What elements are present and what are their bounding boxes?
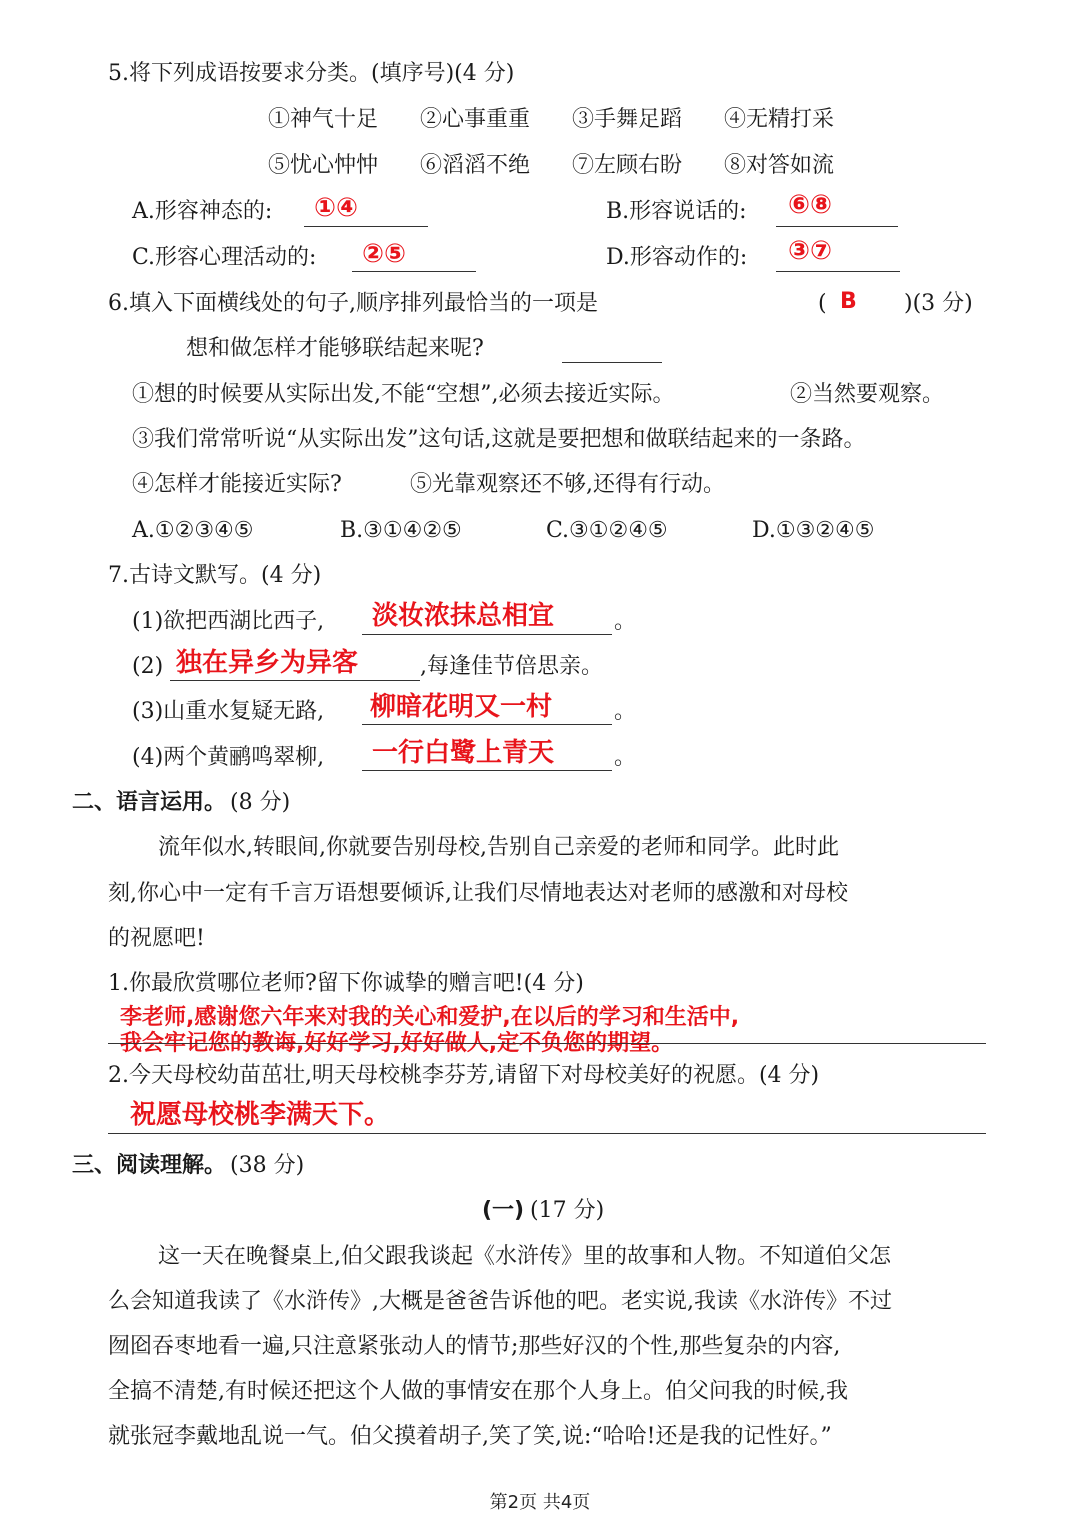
idiom-5: ⑤忧心忡忡	[268, 153, 379, 178]
section2-heading: 二、语言运用。	[72, 790, 227, 815]
section2-q2: 2.今天母校幼苗茁壮,明天母校桃李芬芳,请留下对母校美好的祝愿。(4 分)	[108, 1063, 820, 1088]
section2-q1-answer-line1: 李老师,感谢您六年来对我的关心和爱护,在以后的学习和生活中,	[120, 1005, 740, 1030]
section2-q2-answer: 祝愿母校桃李满天下。	[130, 1100, 391, 1130]
idiom-6: ⑥滔滔不绝	[420, 153, 531, 178]
q7-line3-prefix: (3)山重水复疑无路,	[132, 699, 325, 724]
q6-blank[interactable]	[562, 362, 662, 363]
section3-sub-heading: (一)	[482, 1198, 525, 1223]
q7-line3-blank[interactable]	[362, 724, 612, 725]
q5-c-answer: ②⑤	[362, 239, 407, 269]
section2-score: (8 分)	[230, 790, 291, 815]
q6-answer: B	[840, 289, 857, 314]
reading-line4: 全搞不清楚,有时候还把这个人做的事情安在那个人身上。伯父问我的时候,我	[108, 1379, 848, 1404]
q7-line4-blank[interactable]	[362, 770, 612, 771]
section2-q1-blank[interactable]	[108, 1043, 986, 1044]
q7-line2-suffix: ,每逢佳节倍思亲。	[420, 654, 603, 679]
q6-sentence-5: ⑤光靠观察还不够,还得有行动。	[410, 472, 725, 497]
q6-sentence-2: ②当然要观察。	[790, 382, 945, 407]
q7-line1-blank[interactable]	[362, 634, 612, 635]
q5-d-label: D.形容动作的:	[606, 245, 748, 270]
q5-c-blank[interactable]	[352, 271, 476, 272]
q6-sentence-1: ①想的时候要从实际出发,不能“空想”,必须去接近实际。	[132, 382, 675, 407]
section2-q2-blank[interactable]	[108, 1133, 986, 1134]
q7-line3-end: 。	[614, 699, 637, 724]
q5-d-answer: ③⑦	[788, 236, 833, 266]
section2-paragraph-line2: 刻,你心中一定有千言万语想要倾诉,让我们尽情地表达对老师的感激和对母校	[108, 881, 848, 906]
q6-option-c[interactable]: C.③①②④⑤	[546, 518, 668, 543]
page-footer: 第2页 共4页	[489, 1492, 591, 1513]
reading-line1: 这一天在晚餐桌上,伯父跟我谈起《水浒传》里的故事和人物。不知道伯父怎	[158, 1244, 891, 1269]
section3-score: (38 分)	[230, 1153, 305, 1178]
idiom-1: ①神气十足	[268, 107, 379, 132]
q6-paren-open: (	[818, 291, 827, 316]
q6-title: 6.填入下面横线处的句子,顺序排列最恰当的一项是	[108, 291, 598, 316]
q5-title: 5.将下列成语按要求分类。(填序号)(4 分)	[108, 61, 515, 86]
q6-sentence-4: ④怎样才能接近实际?	[132, 472, 342, 497]
idiom-8: ⑧对答如流	[724, 153, 835, 178]
q7-line4-answer: 一行白鹭上青天	[372, 738, 555, 768]
idiom-7: ⑦左顾右盼	[572, 153, 683, 178]
reading-line2: 么会知道我读了《水浒传》,大概是爸爸告诉他的吧。老实说,我读《水浒传》不过	[108, 1289, 892, 1314]
q5-c-label: C.形容心理活动的:	[132, 245, 317, 270]
q5-a-blank[interactable]	[304, 226, 428, 227]
q7-line1-end: 。	[614, 609, 637, 634]
q7-line4-prefix: (4)两个黄鹂鸣翠柳,	[132, 745, 325, 770]
q6-question: 想和做怎样才能够联结起来呢?	[186, 336, 484, 361]
q6-sentence-3: ③我们常常听说“从实际出发”这句话,这就是要把想和做联结起来的一条路。	[132, 427, 866, 452]
q6-paren-close: )(3 分)	[904, 291, 973, 316]
q5-b-answer: ⑥⑧	[788, 190, 833, 220]
section2-paragraph-line3: 的祝愿吧!	[108, 926, 205, 951]
q6-option-b[interactable]: B.③①④②⑤	[340, 518, 462, 543]
section3-heading: 三、阅读理解。	[72, 1153, 227, 1178]
q5-a-label: A.形容神态的:	[132, 199, 273, 224]
q7-line1-answer: 淡妆浓抹总相宜	[372, 601, 555, 631]
q5-d-blank[interactable]	[776, 271, 900, 272]
q5-b-blank[interactable]	[776, 226, 898, 227]
reading-line5: 就张冠李戴地乱说一气。伯父摸着胡子,笑了笑,说:“哈哈!还是我的记性好。”	[108, 1424, 832, 1449]
idiom-4: ④无精打采	[724, 107, 835, 132]
q7-line2-answer: 独在异乡为异客	[176, 648, 359, 678]
reading-line3: 囫囵吞枣地看一遍,只注意紧张动人的情节;那些好汉的个性,那些复杂的内容,	[108, 1334, 841, 1359]
q6-option-a[interactable]: A.①②③④⑤	[132, 518, 254, 543]
q5-b-label: B.形容说话的:	[606, 199, 747, 224]
q5-a-answer: ①④	[314, 193, 359, 223]
q7-line3-answer: 柳暗花明又一村	[370, 692, 553, 722]
idiom-3: ③手舞足蹈	[572, 107, 683, 132]
q7-title: 7.古诗文默写。(4 分)	[108, 563, 322, 588]
section2-q1-answer-line2: 我会牢记您的教诲,好好学习,好好做人,定不负您的期望。	[120, 1031, 674, 1056]
q7-line4-end: 。	[614, 745, 637, 770]
section2-q1: 1.你最欣赏哪位老师?留下你诚挚的赠言吧!(4 分)	[108, 971, 584, 996]
q7-line1-prefix: (1)欲把西湖比西子,	[132, 609, 325, 634]
q7-line2-blank[interactable]	[170, 680, 420, 681]
q6-option-d[interactable]: D.①③②④⑤	[752, 518, 875, 543]
idiom-2: ②心事重重	[420, 107, 531, 132]
section2-paragraph-line1: 流年似水,转眼间,你就要告别母校,告别自己亲爱的老师和同学。此时此	[158, 835, 839, 860]
q7-line2-prefix: (2)	[132, 654, 164, 679]
section3-sub-score: (17 分)	[530, 1198, 605, 1223]
